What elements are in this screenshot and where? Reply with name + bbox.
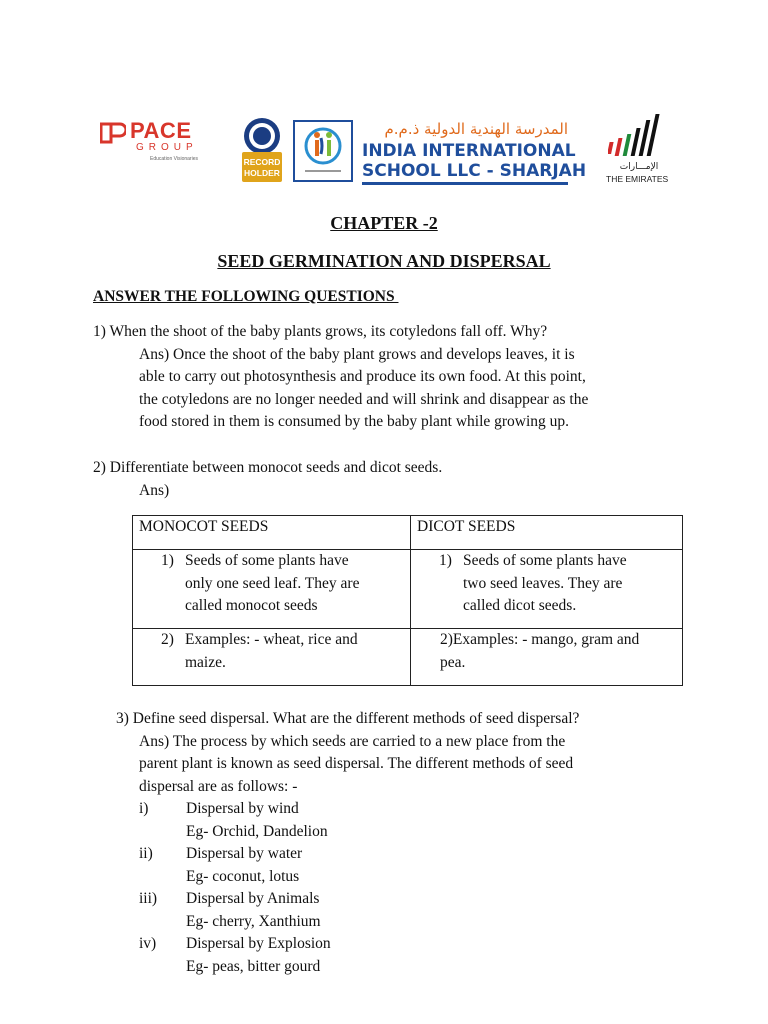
item-number: 2): [161, 631, 174, 648]
item-line: only one seed leaf. They are: [185, 574, 360, 592]
q1-question: 1) When the shoot of the baby plants grows, its cotyledons fall off. Why?: [93, 323, 548, 340]
method-example: [139, 821, 328, 844]
emirates-english-text: THE EMIRATES: [606, 174, 669, 184]
item-number: 1): [161, 552, 174, 569]
item-number: 1): [439, 552, 452, 569]
method-example: [139, 956, 320, 979]
table-cell: [133, 629, 411, 686]
pace-mark-icon: [100, 122, 126, 144]
method-name: Dispersal by wind: [186, 800, 299, 817]
school-name-line2: SCHOOL LLC - SHARJAH: [362, 161, 587, 181]
emirates-arabic-text: الإمـــارات: [619, 162, 659, 172]
q2-question: 2) Differentiate between monocot seeds and dicot seeds.: [93, 459, 443, 476]
table-cell: [411, 629, 683, 686]
method-example: [139, 866, 299, 889]
table-header-cell: MONOCOT SEEDS: [133, 516, 411, 550]
method-name: Dispersal by water: [186, 845, 303, 862]
table-row: [133, 629, 683, 686]
item-line: maize.: [185, 653, 226, 671]
item-line: pea.: [440, 653, 466, 671]
method-example-text: Eg- peas, bitter gourd: [186, 958, 321, 975]
instruction-heading: ANSWER THE FOLLOWING QUESTIONS: [93, 288, 399, 305]
q3-question: 3) Define seed dispersal. What are the different methods of seed dispersal?: [116, 710, 580, 727]
monocot-dicot-table: [132, 515, 683, 686]
q3-answer-line: Ans) The process by which seeds are carried to a new place from the: [139, 733, 566, 750]
table-row: [133, 550, 683, 629]
numbered-item: [139, 629, 404, 674]
method-item: [139, 798, 299, 821]
method-name: Dispersal by Explosion: [186, 935, 331, 952]
numbered-item: [139, 550, 404, 618]
q1-answer-line: the cotyledons are no longer needed and will shrink and disappear as the: [139, 391, 589, 408]
method-number: iii): [139, 890, 158, 907]
method-name: Dispersal by Animals: [186, 890, 320, 907]
pace-wordmark: PACE: [130, 118, 192, 143]
pace-group-logo: [100, 120, 215, 160]
item-line: Examples: - wheat, rice and: [185, 631, 358, 648]
chapter-title: CHAPTER -2: [330, 213, 438, 233]
method-item: [139, 933, 331, 956]
q2-ans-label: Ans): [139, 482, 170, 499]
q1-answer-line: Ans) Once the shoot of the baby plant grows and develops leaves, it is: [139, 346, 575, 363]
svg-text:HOLDER: HOLDER: [244, 168, 280, 178]
item-line: two seed leaves. They are: [463, 574, 623, 592]
item-line: Seeds of some plants have: [463, 552, 627, 569]
q1-answer-line: able to carry out photosynthesis and produce its own food. At this point,: [139, 368, 586, 385]
method-number: ii): [139, 845, 153, 862]
q3-answer-line: parent plant is known as seed dispersal. The different methods of seed: [139, 755, 574, 772]
method-item: [139, 888, 319, 911]
table-header-row: [133, 516, 683, 550]
iis-logo-icon: [293, 120, 353, 182]
method-example-text: Eg- Orchid, Dandelion: [186, 823, 328, 840]
method-example-text: Eg- coconut, lotus: [186, 868, 300, 885]
method-example-text: Eg- cherry, Xanthium: [186, 913, 321, 930]
table-cell: [411, 550, 683, 629]
item-line: called dicot seeds.: [463, 597, 577, 614]
guinness-record-icon: [240, 116, 284, 186]
school-underline: [362, 182, 568, 185]
method-number: iv): [139, 935, 157, 952]
item-line: 2)Examples: - mango, gram and: [440, 631, 640, 648]
item-line: Seeds of some plants have: [185, 552, 349, 569]
header-logos: [0, 108, 768, 198]
q1-answer-line: food stored in them is consumed by the baby plant while growing up.: [139, 413, 570, 430]
table-cell: [133, 550, 411, 629]
q3-answer-line: dispersal are as follows: -: [139, 778, 298, 795]
svg-text:RECORD: RECORD: [243, 157, 281, 167]
method-example: [139, 911, 321, 934]
numbered-item: [417, 550, 676, 618]
pace-tagline: Education Visionaries: [150, 156, 198, 162]
method-item: [139, 843, 302, 866]
topic-title: SEED GERMINATION AND DISPERSAL: [217, 251, 551, 271]
method-number: i): [139, 800, 149, 817]
school-arabic-name: المدرسة الهندية الدولية ذ.م.م: [384, 120, 568, 138]
school-name-line1: INDIA INTERNATIONAL: [362, 141, 576, 161]
item-line: called monocot seeds: [185, 597, 318, 614]
table-header-cell: DICOT SEEDS: [411, 516, 683, 550]
pace-group-text: GROUP: [136, 142, 198, 153]
